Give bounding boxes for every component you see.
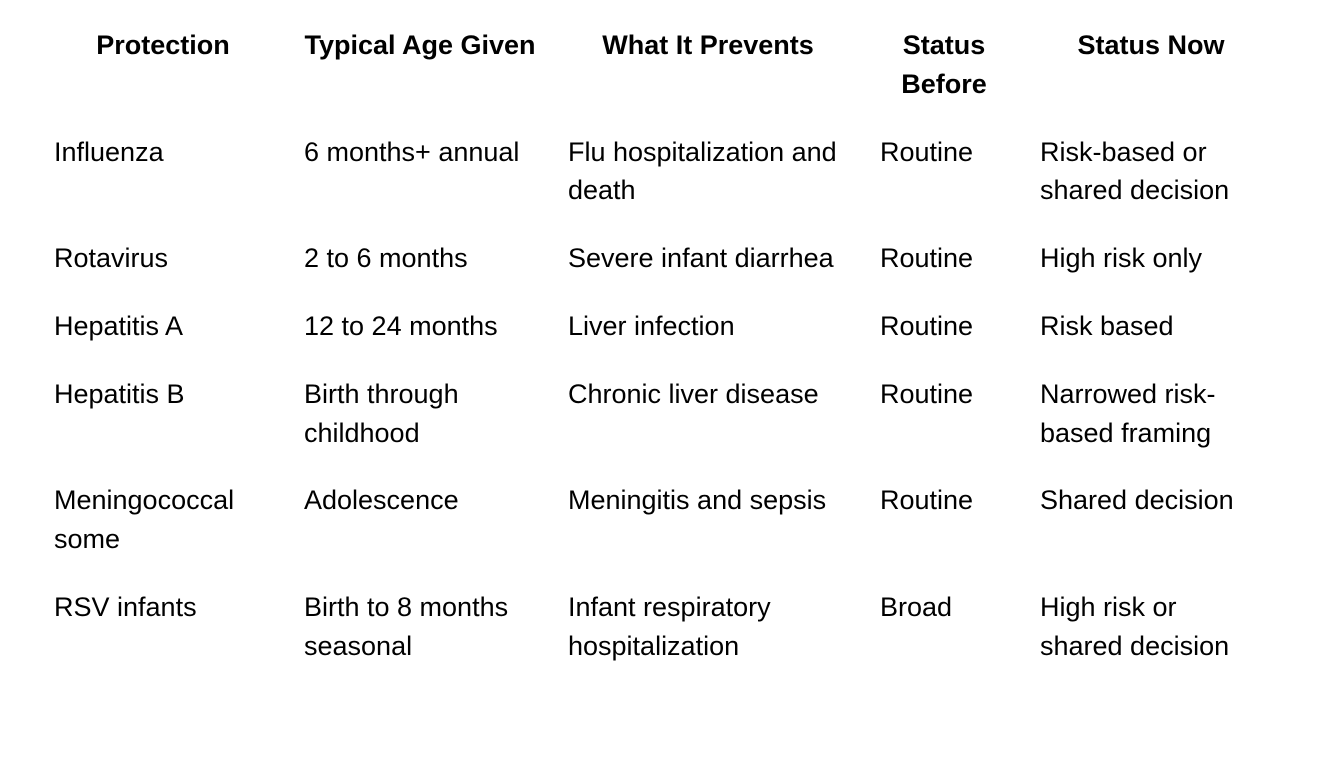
- cell-typical-age: 2 to 6 months: [304, 243, 468, 274]
- cell-status-before: Routine: [880, 378, 974, 409]
- cell-protection: Meningococcal some: [54, 485, 235, 555]
- cell-status-now: Risk based: [1040, 310, 1174, 341]
- cell-typical-age: 6 months+ annual: [304, 136, 520, 167]
- table-header: [38, 26, 1278, 133]
- cell-status-before: Routine: [880, 136, 974, 167]
- cell-typical-age: Adolescence: [304, 485, 459, 516]
- header-row: [38, 26, 1278, 133]
- cell-status-before: Routine: [880, 310, 974, 341]
- vaccine-status-table: [38, 26, 1278, 666]
- cell-status-now: Narrowed risk-based framing: [1040, 378, 1216, 448]
- header-status-before: Status Before: [901, 30, 987, 99]
- cell-what-it-prevents: Liver infection: [568, 310, 735, 341]
- cell-what-it-prevents: Severe infant diarrhea: [568, 243, 834, 274]
- table-row: [38, 481, 1278, 588]
- cell-status-before: Routine: [880, 485, 974, 516]
- cell-protection: RSV infants: [54, 591, 197, 622]
- table-row: [38, 239, 1278, 307]
- cell-status-before: Routine: [880, 243, 974, 274]
- cell-status-now: Shared decision: [1040, 485, 1234, 516]
- cell-what-it-prevents: Infant respiratory hospitalization: [568, 591, 771, 661]
- cell-what-it-prevents: Chronic liver disease: [568, 378, 819, 409]
- cell-what-it-prevents: Flu hospitalization and death: [568, 136, 837, 206]
- cell-protection: Hepatitis B: [54, 378, 185, 409]
- header-typical-age: Typical Age Given: [304, 30, 536, 60]
- table-row: [38, 307, 1278, 375]
- cell-typical-age: Birth to 8 months seasonal: [304, 591, 509, 661]
- cell-status-now: High risk only: [1040, 243, 1203, 274]
- header-protection: Protection: [96, 30, 230, 60]
- table-row: [38, 133, 1278, 240]
- cell-typical-age: 12 to 24 months: [304, 310, 498, 341]
- table-row: [38, 375, 1278, 482]
- table-row: [38, 588, 1278, 666]
- cell-typical-age: Birth through childhood: [304, 378, 459, 448]
- cell-protection: Hepatitis A: [54, 310, 184, 341]
- cell-protection: Influenza: [54, 136, 164, 167]
- cell-what-it-prevents: Meningitis and sepsis: [568, 485, 827, 516]
- table-body: [38, 133, 1278, 666]
- cell-protection: Rotavirus: [54, 243, 169, 274]
- cell-status-before: Broad: [880, 591, 953, 622]
- cell-status-now: Risk-based or shared decision: [1040, 136, 1230, 206]
- header-status-now: Status Now: [1077, 30, 1225, 60]
- header-what-it-prevents: What It Prevents: [602, 30, 814, 60]
- cell-status-now: High risk or shared decision: [1040, 591, 1230, 661]
